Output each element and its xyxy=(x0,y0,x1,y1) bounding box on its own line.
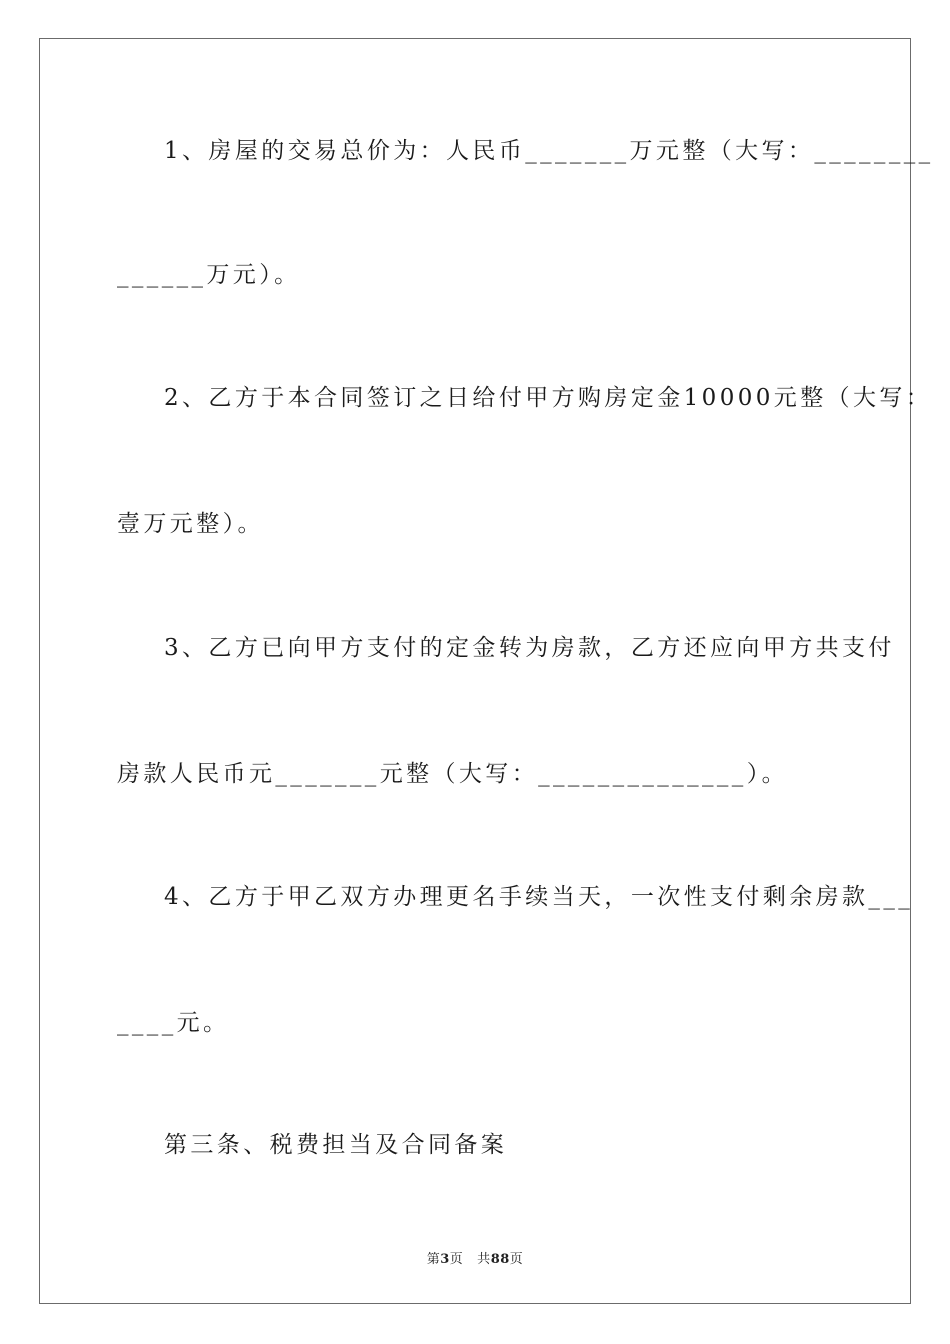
total-pages: 88 xyxy=(490,1252,510,1267)
clause-1-line-2: ______万元）。 xyxy=(117,262,301,288)
total-suffix: 页 xyxy=(509,1252,524,1267)
article-3-heading: 第三条、税费担当及合同备案 xyxy=(164,1132,508,1158)
page-border xyxy=(39,38,914,1304)
page-footer xyxy=(0,1248,950,1267)
clause-1-line-1: 1、房屋的交易总价为：人民币_______万元整（大写：________ xyxy=(164,138,934,164)
page-suffix: 页 xyxy=(449,1252,464,1267)
page-prefix: 第 xyxy=(426,1252,441,1267)
clause-2-line-2: 壹万元整）。 xyxy=(117,511,264,537)
total-prefix: 共 xyxy=(477,1252,491,1267)
clause-4-line-1: 4、乙方于甲乙双方办理更名手续当天，一次性支付剩余房款___ xyxy=(164,884,914,910)
clause-2-line-1: 2、乙方于本合同签订之日给付甲方购房定金10000元整（大写： xyxy=(164,385,933,411)
page-number: 3 xyxy=(440,1252,450,1267)
clause-3-line-2: 房款人民币元_______元整（大写：______________）。 xyxy=(117,761,788,787)
clause-3-line-1: 3、乙方已向甲方支付的定金转为房款，乙方还应向甲方共支付 xyxy=(164,635,895,661)
clause-4-line-2: ____元。 xyxy=(117,1010,230,1036)
